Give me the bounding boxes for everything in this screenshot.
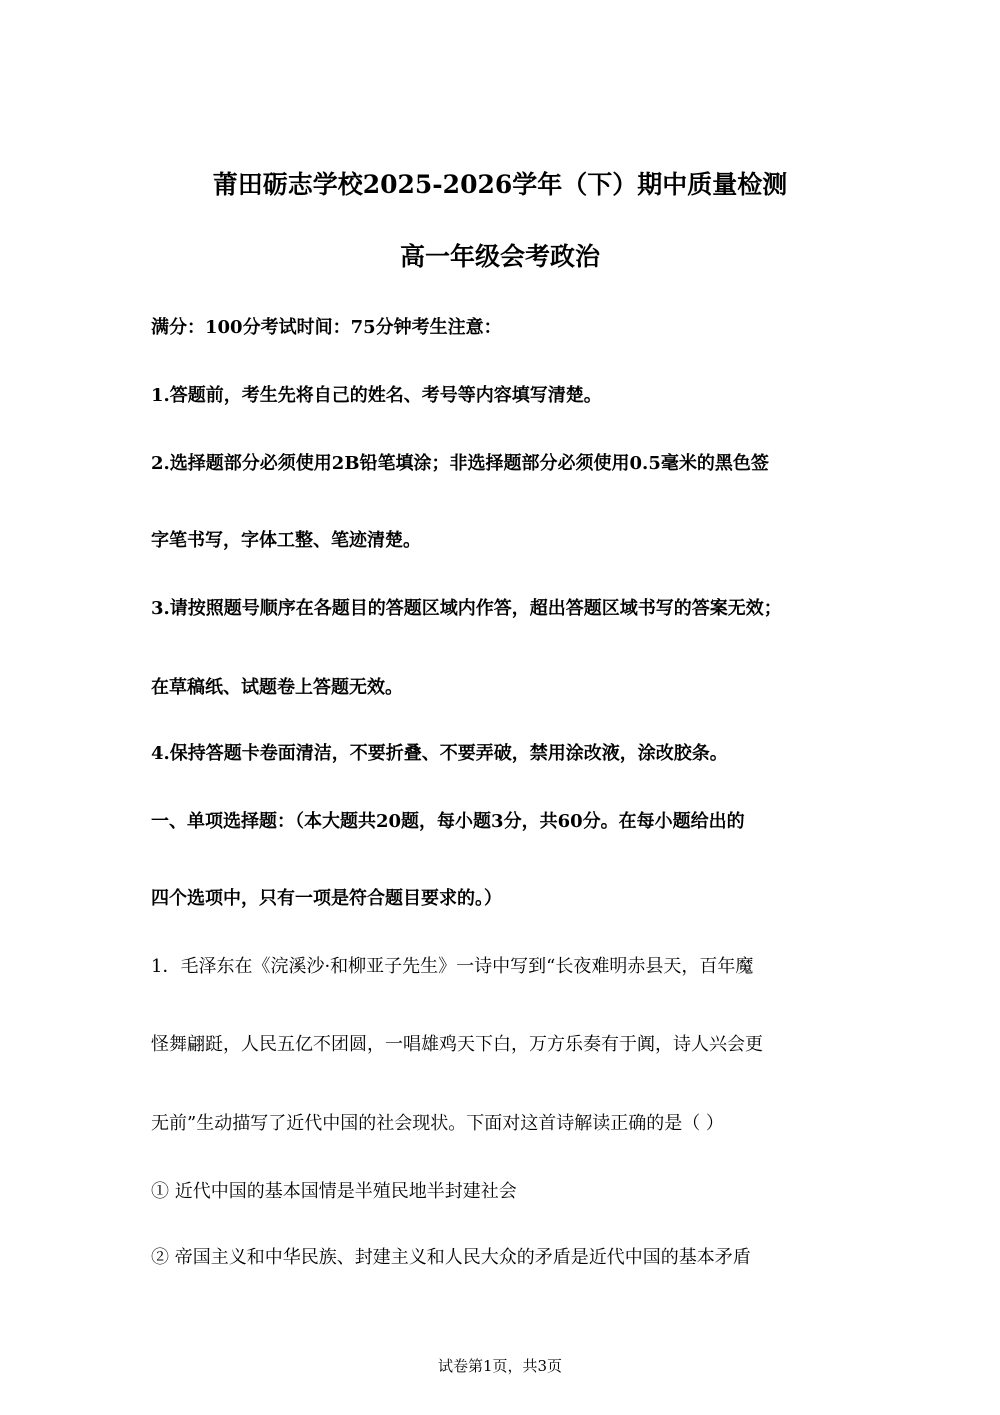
question-1-stem-line-a: 1．毛泽东在《浣溪沙·和柳亚子先生》一诗中写到“长夜难明赤县天，百年魔 [151, 956, 754, 977]
section-heading-line-a: 一、单项选择题：（本大题共20题，每小题3分，共60分。在每小题给出的 [151, 811, 745, 832]
question-1-stem-line-c: 无前”生动描写了近代中国的社会现状。下面对这首诗解读正确的是（ ） [151, 1113, 724, 1134]
instruction-2-line-a: 2.选择题部分必须使用2B铅笔填涂；非选择题部分必须使用0.5毫米的黑色签 [151, 453, 769, 474]
section-heading-line-b: 四个选项中，只有一项是符合题目要求的。） [151, 888, 502, 909]
exam-subtitle: 高一年级会考政治 [399, 242, 600, 271]
question-1-option-1: ① 近代中国的基本国情是半殖民地半封建社会 [151, 1181, 517, 1202]
instruction-3-line-a: 3.请按照题号顺序在各题目的答题区域内作答，超出答题区域书写的答案无效； [151, 598, 782, 619]
question-1-stem-line-b: 怪舞翩跹，人民五亿不团圆，一唱雄鸡天下白，万方乐奏有于阗，诗人兴会更 [151, 1034, 763, 1055]
instruction-2-line-b: 字笔书写，字体工整、笔迹清楚。 [151, 530, 421, 551]
score-time-line: 满分：100分考试时间：75分钟考生注意： [151, 317, 502, 338]
instruction-3-line-b: 在草稿纸、试题卷上答题无效。 [151, 677, 403, 698]
instruction-4: 4.保持答题卡卷面清洁，不要折叠、不要弄破，禁用涂改液，涂改胶条。 [151, 743, 728, 764]
page-footer: 试卷第1页，共3页 [437, 1357, 563, 1375]
instruction-1: 1.答题前，考生先将自己的姓名、考号等内容填写清楚。 [151, 385, 602, 406]
question-1-option-2: ② 帝国主义和中华民族、封建主义和人民大众的矛盾是近代中国的基本矛盾 [151, 1247, 751, 1268]
exam-title: 莆田砺志学校2025-2026学年（下）期中质量检测 [212, 170, 788, 199]
